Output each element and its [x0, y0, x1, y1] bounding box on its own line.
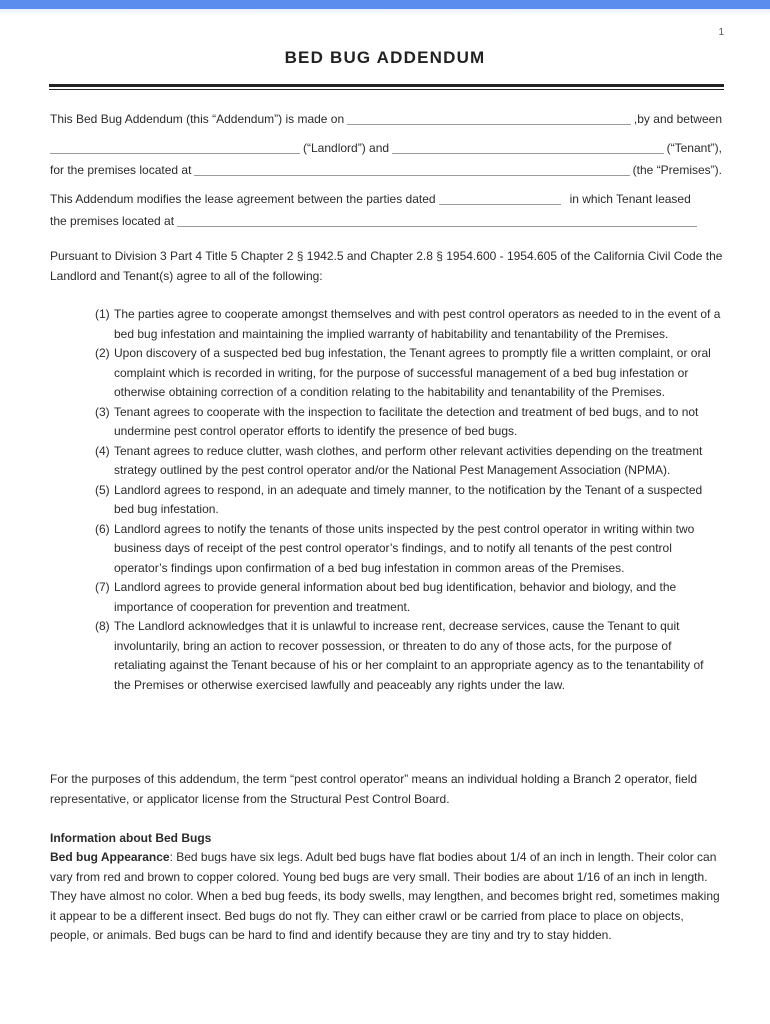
- clause-text: Landlord agrees to notify the tenants of those units inspected by the pest control operator in writing within two business days of receipt of the pest control operator’s findings, and to notify all tenants of the pest control operator’s findings upon confirmation of a bed bug infestation in common areas of the Premises.: [114, 521, 695, 575]
- clause-text: Tenant agrees to cooperate with the inspection to facilitate the detection and treatment of bed bugs, and to not undermine pest control operator efforts to identify the presence of bed bugs.: [114, 404, 699, 438]
- document-title: BED BUG ADDENDUM: [284, 48, 486, 67]
- intro-text: in which Tenant leased: [569, 192, 691, 206]
- intro-text: (“Landlord”) and: [303, 141, 390, 155]
- list-item: [95, 403, 723, 442]
- clause-text: Upon discovery of a suspected bed bug infestation, the Tenant agrees to promptly file a written complaint, or oral complaint which is recorded in writing, for the purpose of successful management of a bed bug infestation or otherwise obtaining correction of a condition relating to the habitability and tenantability of the Premises.: [114, 346, 711, 399]
- definition-paragraph: For the purposes of this addendum, the term “pest control operator” means an individual holding a Branch 2 operator, field representative, or applicator license from the Structural Pest Control Board.: [50, 772, 698, 806]
- clause-number: (6): [95, 521, 110, 536]
- appearance-paragraph: [50, 848, 725, 946]
- intro-line-parties: [50, 138, 722, 158]
- intro-text: (the “Premises”).: [632, 163, 722, 177]
- info-heading: Information about Bed Bugs: [50, 831, 212, 845]
- title-rule-thick: [49, 84, 724, 87]
- date-blank-field[interactable]: [347, 112, 631, 125]
- intro-line-leased-premises: [50, 211, 722, 231]
- clause-number: (5): [95, 482, 110, 497]
- premises-blank-field[interactable]: [194, 163, 629, 176]
- tenant-blank-field[interactable]: [392, 141, 664, 154]
- intro-text: This Addendum modifies the lease agreement between the parties dated: [50, 192, 436, 206]
- top-accent-bar: [0, 0, 770, 9]
- intro-line-date: [50, 109, 722, 129]
- intro-text: ,by and between: [633, 112, 722, 126]
- lease-date-blank-field[interactable]: [439, 192, 561, 205]
- clause-number: (1): [95, 307, 110, 321]
- list-item: [95, 305, 723, 344]
- intro-text: the premises located at: [50, 214, 175, 228]
- leased-premises-blank-field[interactable]: [177, 214, 697, 227]
- clause-number: (7): [95, 580, 110, 594]
- appearance-label: Bed bug Appearance: [50, 850, 170, 864]
- intro-line-lease-date: [50, 189, 722, 209]
- clause-text: The parties agree to cooperate amongst themselves and with pest control operators as needed to in the event of a bed bug infestation and maintaining the implied warranty of habitability and tenantability of the Premises.: [114, 307, 721, 341]
- intro-line-premises: [50, 160, 722, 180]
- intro-text: for the premises located at: [50, 163, 192, 177]
- clause-number: (8): [95, 619, 110, 633]
- clause-text: The Landlord acknowledges that it is unlawful to increase rent, decrease services, cause the Tenant to quit involuntarily, bring an action to recover possession, or threaten to do any of those acts, for the purpose of retaliating against the Tenant because of his or her complaint to an appropriate agency as to the tenantability of the Premises or otherwise exercised lawfully and peaceably any rights under the law.: [114, 619, 704, 692]
- list-item: [95, 344, 723, 403]
- title-rule-thin: [49, 89, 724, 90]
- intro-text: (“Tenant”),: [666, 141, 722, 155]
- top-accent-fade: [0, 9, 770, 15]
- list-item: [95, 481, 723, 520]
- page-number: 1: [718, 27, 724, 38]
- clause-text: Landlord agrees to provide general information about bed bug identification, behavior and biology, and the importance of cooperation for prevention and treatment.: [114, 580, 677, 614]
- clause-number: (4): [95, 443, 110, 458]
- clause-number: (2): [95, 346, 110, 360]
- clause-text: Tenant agrees to reduce clutter, wash clothes, and perform other relevant activities depending on the treatment strategy outlined by the pest control operator and/or the National Pest Management Association (NPMA).: [114, 443, 703, 477]
- list-item: [95, 578, 723, 617]
- list-item: [95, 520, 723, 579]
- intro-text: This Bed Bug Addendum (this “Addendum”) is made on: [50, 112, 345, 126]
- clause-text: Landlord agrees to respond, in an adequate and timely manner, to the notification by the Tenant of a suspected bed bug infestation.: [114, 482, 703, 516]
- landlord-blank-field[interactable]: [50, 141, 300, 154]
- list-item: [95, 617, 723, 695]
- appearance-text: : Bed bugs have six legs. Adult bed bugs have flat bodies about 1/4 of an inch in length. Their color can vary from red and brown to copper colored. Young bed bugs are very small. Their bodies are about 1/16 of an inch in length. They have almost no color. When a bed bug feeds, its body swells, may lengthen, and becomes bright red, sometimes making it appear to be a different insect. Bed bugs do not fly. They can either crawl or be carried from place to place on objects, people, or animals. Bed bugs can be hard to find and identify because they are tiny and try to stay hidden.: [50, 850, 720, 942]
- pursuant-paragraph: Pursuant to Division 3 Part 4 Title 5 Chapter 2 § 1942.5 and Chapter 2.8 § 1954.600 - 1954.605 of the California Civil Code the Landlord and Tenant(s) agree to all of the following:: [50, 249, 723, 283]
- clause-number: (3): [95, 404, 110, 419]
- clauses-list: [95, 305, 723, 695]
- list-item: [95, 442, 723, 481]
